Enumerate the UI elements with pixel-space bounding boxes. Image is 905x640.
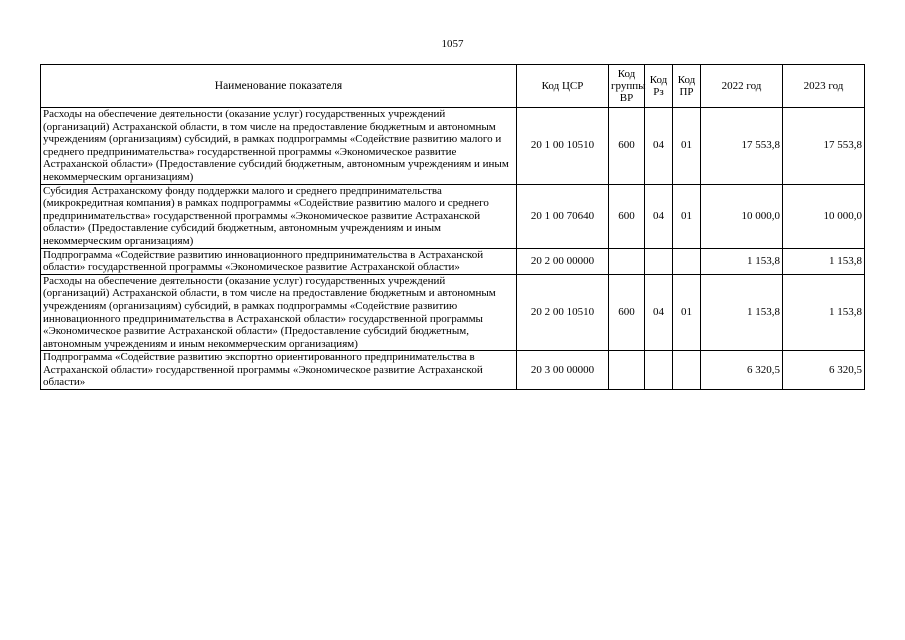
header-2022: 2022 год xyxy=(701,65,783,108)
cell-2022: 10 000,0 xyxy=(701,184,783,248)
cell-2023: 10 000,0 xyxy=(783,184,865,248)
cell-2022: 1 153,8 xyxy=(701,274,783,351)
cell-2022: 17 553,8 xyxy=(701,108,783,185)
cell-vr: 600 xyxy=(609,184,645,248)
cell-pr: 01 xyxy=(673,274,701,351)
cell-name: Расходы на обеспечение деятельности (оказание услуг) государственных учреждений (организаций) Астраханской области, в том числе на предоставление бюджетным и автономным учреждениям (организациям) субсидий, в рамках подпрограммы «Содействие развитию инновационного предпринимательства в Астраханской области» государственной программы «Экономическое развитие Астраханской области» (Предоставление субсидий бюджетным, автономным учреждениям и иным некоммерческим организациям) xyxy=(41,274,517,351)
cell-vr xyxy=(609,248,645,274)
cell-csr: 20 1 00 10510 xyxy=(517,108,609,185)
cell-pr: 01 xyxy=(673,184,701,248)
cell-vr: 600 xyxy=(609,274,645,351)
cell-2022: 1 153,8 xyxy=(701,248,783,274)
cell-pr xyxy=(673,351,701,390)
budget-table xyxy=(40,64,865,390)
header-rz: Код Рз xyxy=(645,65,673,108)
cell-csr: 20 3 00 00000 xyxy=(517,351,609,390)
cell-2023: 1 153,8 xyxy=(783,274,865,351)
cell-2023: 17 553,8 xyxy=(783,108,865,185)
page-number: 1057 xyxy=(441,38,464,50)
table-row xyxy=(41,108,865,185)
header-vr: Код группы ВР xyxy=(609,65,645,108)
table-row xyxy=(41,184,865,248)
header-name: Наименование показателя xyxy=(41,65,517,108)
table-row xyxy=(41,351,865,390)
cell-name: Подпрограмма «Содействие развитию инновационного предпринимательства в Астраханской области» государственной программы «Экономическое развитие Астраханской области» xyxy=(41,248,517,274)
cell-rz: 04 xyxy=(645,108,673,185)
table-header-row xyxy=(41,65,865,108)
cell-vr xyxy=(609,351,645,390)
header-pr: Код ПР xyxy=(673,65,701,108)
cell-pr: 01 xyxy=(673,108,701,185)
cell-rz xyxy=(645,248,673,274)
cell-2023: 6 320,5 xyxy=(783,351,865,390)
cell-name: Подпрограмма «Содействие развитию экспортно ориентированного предпринимательства в Астраханской области» государственной программы «Экономическое развитие Астраханской области» xyxy=(41,351,517,390)
header-csr: Код ЦСР xyxy=(517,65,609,108)
cell-vr: 600 xyxy=(609,108,645,185)
table-row xyxy=(41,248,865,274)
table-row xyxy=(41,274,865,351)
cell-name: Расходы на обеспечение деятельности (оказание услуг) государственных учреждений (организаций) Астраханской области, в том числе на предоставление бюджетным и автономным учреждениям (организациям) субсидий, в рамках подпрограммы «Содействие развитию малого и среднего предпринимательства» государственной программы «Экономическое развитие Астраханской области» (Предоставление субсидий бюджетным, автономным учреждениям и иным некоммерческим организациям) xyxy=(41,108,517,185)
cell-name: Субсидия Астраханскому фонду поддержки малого и среднего предпринимательства (микрокредитная компания) в рамках подпрограммы «Содействие развитию малого и среднего предпринимательства» государственной программы «Экономическое развитие Астраханской области» (Предоставление субсидий бюджетным, автономным учреждениям и иным некоммерческим организациям) xyxy=(41,184,517,248)
cell-rz: 04 xyxy=(645,274,673,351)
cell-2022: 6 320,5 xyxy=(701,351,783,390)
cell-csr: 20 2 00 10510 xyxy=(517,274,609,351)
cell-rz xyxy=(645,351,673,390)
cell-rz: 04 xyxy=(645,184,673,248)
header-2023: 2023 год xyxy=(783,65,865,108)
cell-csr: 20 1 00 70640 xyxy=(517,184,609,248)
cell-2023: 1 153,8 xyxy=(783,248,865,274)
cell-pr xyxy=(673,248,701,274)
cell-csr: 20 2 00 00000 xyxy=(517,248,609,274)
